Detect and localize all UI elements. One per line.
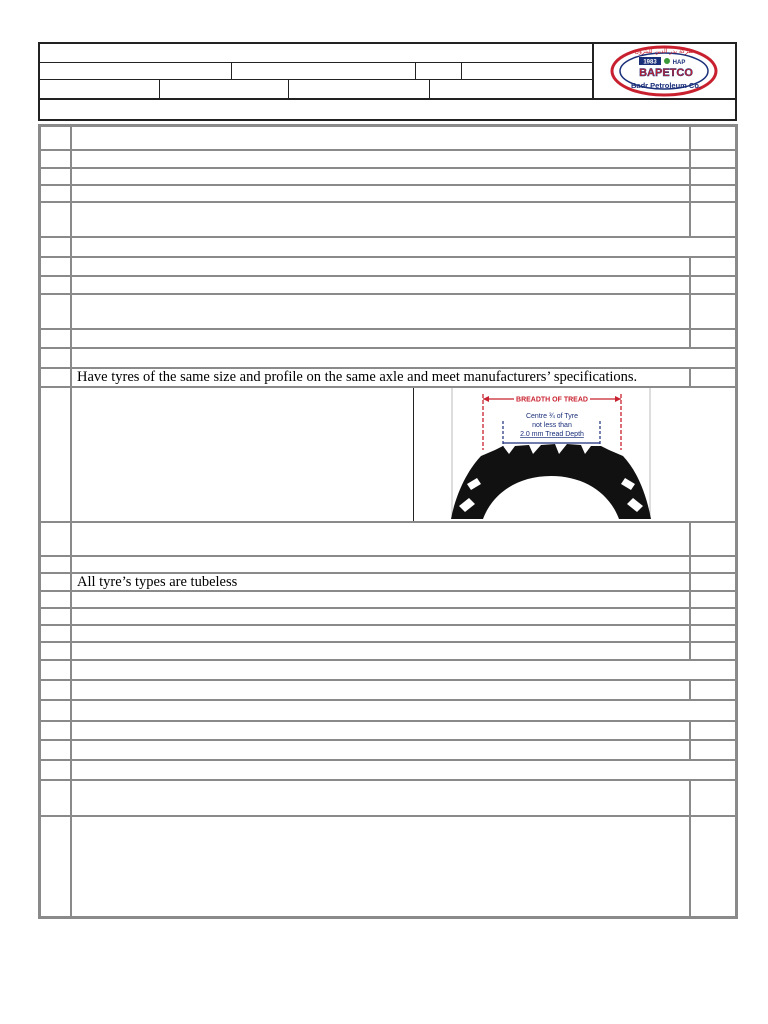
table-row xyxy=(41,681,735,701)
column-divider-result xyxy=(689,681,691,699)
table-section-row xyxy=(41,661,735,681)
table-row xyxy=(41,643,735,661)
logo-year: 1983 xyxy=(643,59,657,66)
table-row xyxy=(41,186,735,203)
logo-company: Badr Petroleum Co. xyxy=(630,81,702,90)
table-row xyxy=(41,295,735,330)
table-row xyxy=(41,523,735,557)
column-divider-result xyxy=(689,295,691,328)
table-section-row xyxy=(41,238,735,258)
table-row xyxy=(41,557,735,574)
diagram-divider xyxy=(413,388,414,521)
header-cell-divider xyxy=(429,79,430,98)
column-divider-result xyxy=(689,609,691,624)
column-divider-result xyxy=(689,369,691,386)
header-cell-divider xyxy=(159,79,160,98)
table-row xyxy=(41,592,735,609)
column-divider-result xyxy=(689,186,691,201)
checklist-table xyxy=(38,124,738,919)
table-row-tread-diagram xyxy=(41,388,735,523)
column-divider-result xyxy=(689,557,691,572)
table-section-row xyxy=(41,701,735,722)
table-row xyxy=(41,203,735,238)
table-section-row xyxy=(41,349,735,369)
table-row xyxy=(41,127,735,151)
column-divider-result xyxy=(689,277,691,293)
header-cell-divider xyxy=(415,62,416,79)
table-row xyxy=(41,277,735,295)
table-row-remarks xyxy=(41,817,735,916)
column-divider-result xyxy=(689,127,691,149)
table-row xyxy=(41,258,735,277)
column-divider-result xyxy=(689,781,691,815)
row-text-tyres-size: Have tyres of the same size and profile on the same axle and meet manufacturers’ specifications. xyxy=(77,369,638,385)
company-logo xyxy=(591,42,737,100)
logo-brand: BAPETCO xyxy=(639,67,693,79)
table-row xyxy=(41,609,735,626)
breadth-of-tread-label: BREADTH OF TREAD xyxy=(516,396,588,404)
table-row xyxy=(41,781,735,817)
table-row xyxy=(41,741,735,761)
tread-depth-diagram xyxy=(451,388,651,519)
table-row xyxy=(41,151,735,169)
table-row xyxy=(41,330,735,349)
column-divider-result xyxy=(689,817,691,916)
header-cell-divider xyxy=(288,79,289,98)
column-divider-result xyxy=(689,330,691,347)
table-row xyxy=(41,169,735,186)
logo-arabic: شركة بدر الدين للبترول xyxy=(634,48,694,55)
column-divider-result xyxy=(689,722,691,739)
centre-line3: 2.0 mm Tread Depth xyxy=(520,431,584,438)
centre-line1: Centre ¾ of Tyre xyxy=(525,413,579,420)
column-divider-result xyxy=(689,169,691,184)
column-divider-result xyxy=(689,626,691,641)
column-divider-result xyxy=(689,203,691,236)
column-divider-result xyxy=(689,741,691,759)
table-row xyxy=(41,722,735,741)
centre-line2: not less than xyxy=(532,422,572,429)
header-divider xyxy=(40,79,592,80)
column-divider-result xyxy=(689,574,691,590)
logo-hap: HAP xyxy=(672,60,686,66)
table-row xyxy=(41,369,735,388)
column-divider-result xyxy=(689,258,691,275)
header-divider xyxy=(40,62,592,63)
header-cell-divider xyxy=(461,62,462,79)
row-text-tubeless: All tyre’s types are tubeless xyxy=(77,574,238,590)
table-section-row xyxy=(41,761,735,781)
column-divider-result xyxy=(689,523,691,555)
table-row xyxy=(41,574,735,592)
column-divider-result xyxy=(689,643,691,659)
column-divider-result xyxy=(689,592,691,607)
header-cell-divider xyxy=(231,62,232,79)
table-row xyxy=(41,626,735,643)
column-divider-result xyxy=(689,151,691,167)
